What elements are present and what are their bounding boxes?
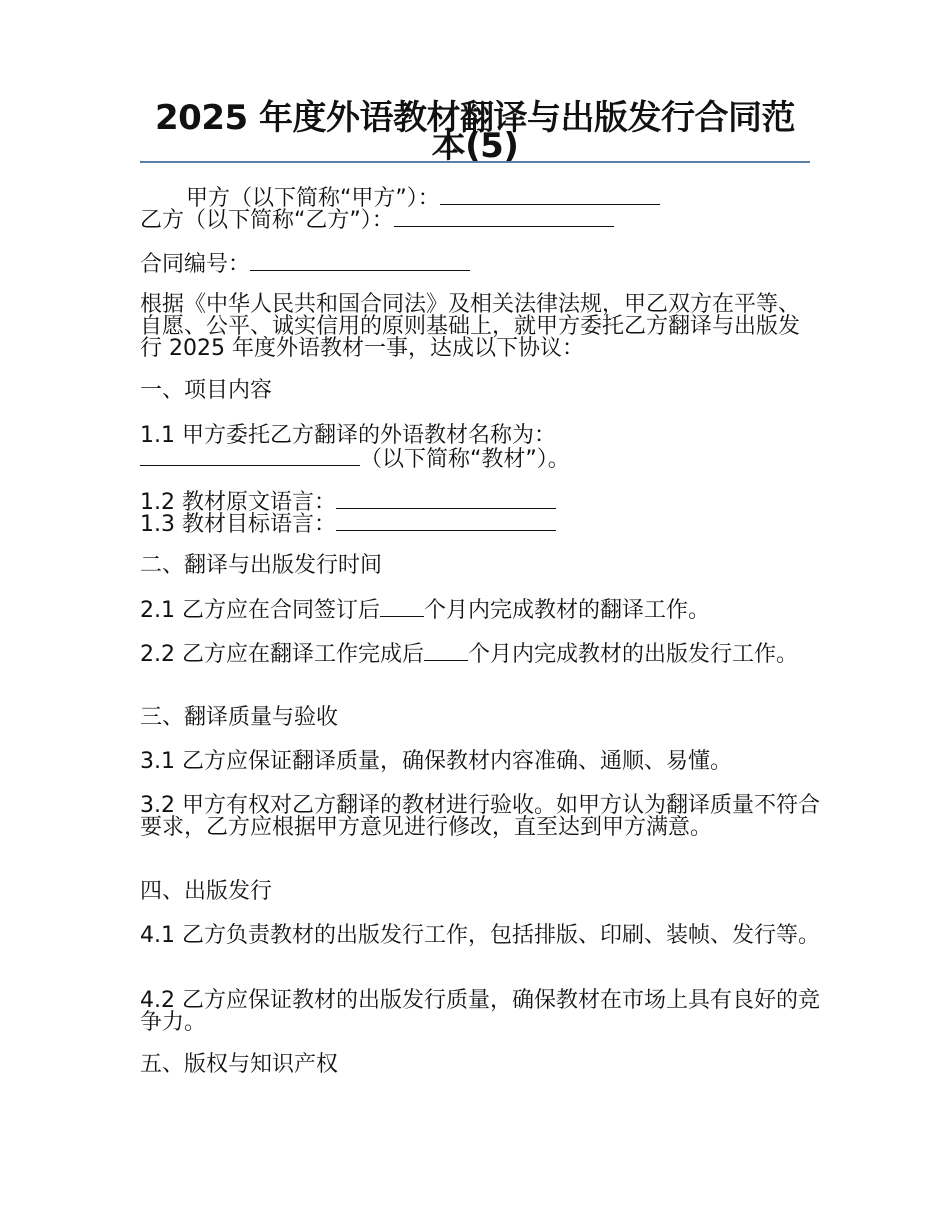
- clause-1-2-text: 1.2 教材原文语言：: [140, 490, 336, 515]
- clause-3-1: 3.1 乙方应保证翻译质量，确保教材内容准确、通顺、易懂。: [140, 749, 732, 774]
- clause-4-1: 4.1 乙方负责教材的出版发行工作，包括排版、印刷、装帧、发行等。: [140, 923, 820, 948]
- section-4-heading: 四、出版发行: [140, 879, 273, 904]
- clause-2-1-text-a: 2.1 乙方应在合同签订后: [140, 598, 380, 623]
- clause-1-1: [140, 425, 820, 471]
- clause-4-2: 4.2 乙方应保证教材的出版发行质量，确保教材在市场上具有良好的竞争力。: [140, 988, 820, 1035]
- clause-1-1-text-b: （以下简称“教材”）。: [360, 447, 570, 472]
- clause-2-2-text-b: 个月内完成教材的出版发行工作。: [467, 642, 798, 667]
- months-translation-blank[interactable]: [380, 598, 424, 617]
- clause-1-2: [140, 490, 820, 514]
- clause-2-2: [140, 642, 820, 666]
- target-language-blank[interactable]: [336, 512, 556, 531]
- clause-1-3-text: 1.3 教材目标语言：: [140, 512, 336, 537]
- party-b-blank[interactable]: [394, 208, 614, 227]
- title-divider: [140, 161, 810, 163]
- party-a-label: 甲方（以下简称“甲方”）：: [186, 186, 440, 211]
- clause-2-1: [140, 598, 820, 622]
- section-1-heading: 一、项目内容: [140, 378, 273, 403]
- source-language-blank[interactable]: [336, 490, 556, 509]
- clause-3-2: 3.2 甲方有权对乙方翻译的教材进行验收。如甲方认为翻译质量不符合要求，乙方应根据甲方意见进行修改，直至达到甲方满意。: [140, 793, 820, 840]
- section-2-heading: 二、翻译与出版发行时间: [140, 553, 383, 578]
- textbook-name-blank[interactable]: [140, 447, 360, 466]
- party-a-line: [140, 186, 820, 210]
- preamble: 根据《中华人民共和国合同法》及相关法律法规，甲乙双方在平等、自愿、公平、诚实信用的原则基础上，就甲方委托乙方翻译与出版发行 2025 年度外语教材一事，达成以下协议：: [140, 292, 801, 361]
- contract-no-blank[interactable]: [250, 252, 470, 271]
- clause-2-2-text-a: 2.2 乙方应在翻译工作完成后: [140, 642, 424, 667]
- party-b-line: [140, 208, 820, 232]
- party-a-blank[interactable]: [440, 186, 660, 205]
- section-5-heading: 五、版权与知识产权: [140, 1052, 339, 1077]
- clause-1-3: [140, 512, 820, 536]
- party-b-label: 乙方（以下简称“乙方”）：: [140, 208, 394, 233]
- contract-no-label: 合同编号：: [140, 252, 251, 277]
- document-title: 2025 年度外语教材翻译与出版发行合同范本(5): [155, 98, 795, 166]
- section-3-heading: 三、翻译质量与验收: [140, 705, 339, 730]
- months-publishing-blank[interactable]: [424, 642, 468, 661]
- clause-2-1-text-b: 个月内完成教材的翻译工作。: [423, 598, 710, 623]
- clause-1-1-text-a: 1.1 甲方委托乙方翻译的外语教材名称为：: [140, 423, 556, 448]
- contract-no-line: [140, 252, 820, 276]
